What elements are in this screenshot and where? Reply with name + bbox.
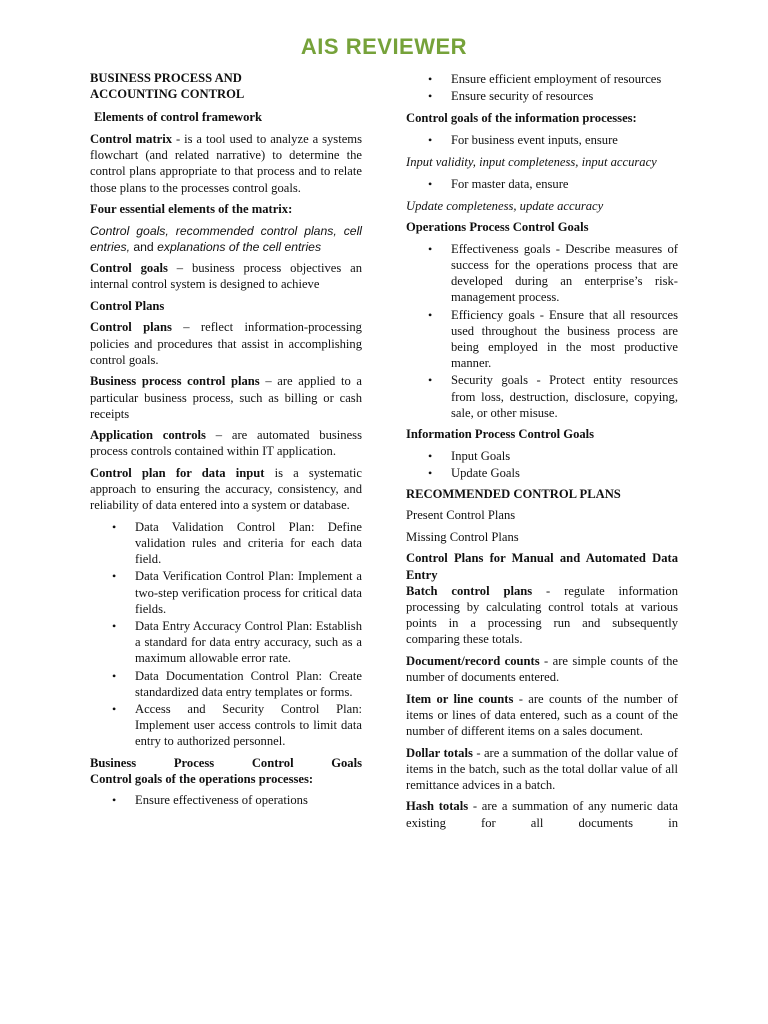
subheading-elements: Elements of control framework [94,110,262,125]
list-item: • Data Entry Accuracy Control Plan: Establish a standard for data entry accuracy, such as a maximum allowable error rate. [90,618,362,667]
operations-process-goals-heading: Operations Process Control Goals [406,220,589,235]
control-matrix-text: - is a tool used to analyze a systems flowchart (and related narrative) to determine the control plans appropriate to that process and to relate those plans to the processes control goals. [90,131,362,195]
section-heading-business-process: BUSINESS PROCESS AND ACCOUNTING CONTROL [90,71,245,102]
four-elements-heading: Four essential elements of the matrix: [90,202,293,217]
recommended-control-plans-heading: RECOMMENDED CONTROL PLANS [406,486,621,501]
information-process-goals-heading: Information Process Control Goals [406,427,595,442]
term-batch-control-plans: Batch control plans [406,583,533,598]
list-item: • Effectiveness goals - Describe measures of success for the operations process that are developed during an enterprise’s risk-management process. [406,241,678,306]
update-goals-text: Update completeness, update accuracy [406,198,604,213]
page-title: AIS REVIEWER [300,34,468,59]
control-matrix-paragraph [90,131,362,196]
control-goals-paragraph: Control goals – business process objectives an internal control system is designed to achieve [90,261,363,292]
term-control-plan-data-input: Control plan for data input [90,465,265,480]
right-column [406,71,678,836]
operations-process-goals-list [406,241,678,421]
list-item: • Ensure effectiveness of operations [90,792,362,808]
elements-b: explanations of the cell entries [157,239,322,254]
elements-list-paragraph [90,223,362,255]
list-item: • Data Documentation Control Plan: Create standardized data entry templates or forms. [90,668,362,700]
list-item: • Data Verification Control Plan: Implement a two-step verification process for critical data fields. [90,568,362,617]
operations-goals-heading: Control goals of the operations processes: [90,771,314,786]
business-process-control-goals-heading: Business Process Control Goals [90,755,362,770]
list-item: • Ensure security of resources [406,88,678,104]
information-process-goals-list [406,448,678,481]
control-plans-heading: Control Plans [90,298,165,313]
list-item: • For business event inputs, ensure [406,132,678,148]
data-input-plan-paragraph: Control plan for data input is a systematic approach to ensuring the accuracy, consistency, and reliability of data entered into a system or database. [90,465,362,513]
elements-and: and [129,239,158,254]
term-dollar-totals: Dollar totals [406,745,473,760]
list-item: • Ensure efficient employment of resources [406,71,678,87]
list-item: • Data Validation Control Plan: Define validation rules and criteria for each data field. [90,519,362,568]
dollar-totals-paragraph: Dollar totals - are a summation of the dollar value of items in the batch, such as the total dollar value of all remittance advices in a batch. [406,745,678,792]
term-control-plans: Control plans [90,320,172,335]
operations-goals-list [90,792,362,808]
list-item: • Security goals - Protect entity resources from loss, destruction, disclosure, copying, sale, or other misuse. [406,372,678,421]
document-record-counts-paragraph: Document/record counts - are simple counts of the number of documents entered. [406,653,678,685]
data-input-plan-list [90,519,362,750]
term-application-controls: Application controls [90,428,206,443]
information-goals-heading: Control goals of the information processes: [406,111,637,126]
business-process-control-plans-paragraph: Business process control plans – are applied to a particular business process, such as billing or cash receipts [90,374,362,421]
list-item: • Input Goals [406,448,678,464]
list-item: • Update Goals [406,465,678,481]
term-business-process-control-plans: Business process control plans [90,374,260,389]
elements-a: Control goals, recommended control plans, cell entries, [90,223,362,254]
list-item: • Access and Security Control Plan: Implement user access controls to limit data entry to authorized personnel. [90,701,362,750]
term-item-line-counts: Item or line counts [406,691,514,706]
missing-control-plans: Missing Control Plans [406,529,519,544]
term-hash-totals: Hash totals [406,799,469,814]
term-control-matrix: Control matrix [90,131,173,146]
batch-control-plans-paragraph: Batch control plans - regulate information processing by calculating control totals at various points in a processing run and subsequently comparing these totals. [406,583,679,647]
business-event-list [406,132,678,148]
manual-automated-heading: Control Plans for Manual and Automated Data Entry [406,551,678,582]
list-item: • Efficiency goals - Ensure that all resources used throughout the business process are being employed in the most productive manner. [406,307,678,372]
left-column [90,70,362,814]
present-control-plans: Present Control Plans [406,508,516,523]
input-goals-text: Input validity, input completeness, input accuracy [406,155,657,170]
list-item: • For master data, ensure [406,176,678,192]
resources-goals-list [406,71,678,104]
application-controls-paragraph: Application controls – are automated business process controls contained within IT application. [90,428,362,459]
item-line-counts-paragraph: Item or line counts - are counts of the number of items or lines of data entered, such as a count of the number of different items on a sales document. [406,691,678,739]
term-document-record-counts: Document/record counts [406,653,540,668]
hash-totals-paragraph: Hash totals - are a summation of any numeric data existing for all documents in [406,799,678,830]
master-data-list [406,176,678,192]
term-control-goals: Control goals [90,261,168,276]
control-plans-paragraph: Control plans – reflect information-processing policies and procedures that assist in accomplishing control goals. [90,320,362,367]
